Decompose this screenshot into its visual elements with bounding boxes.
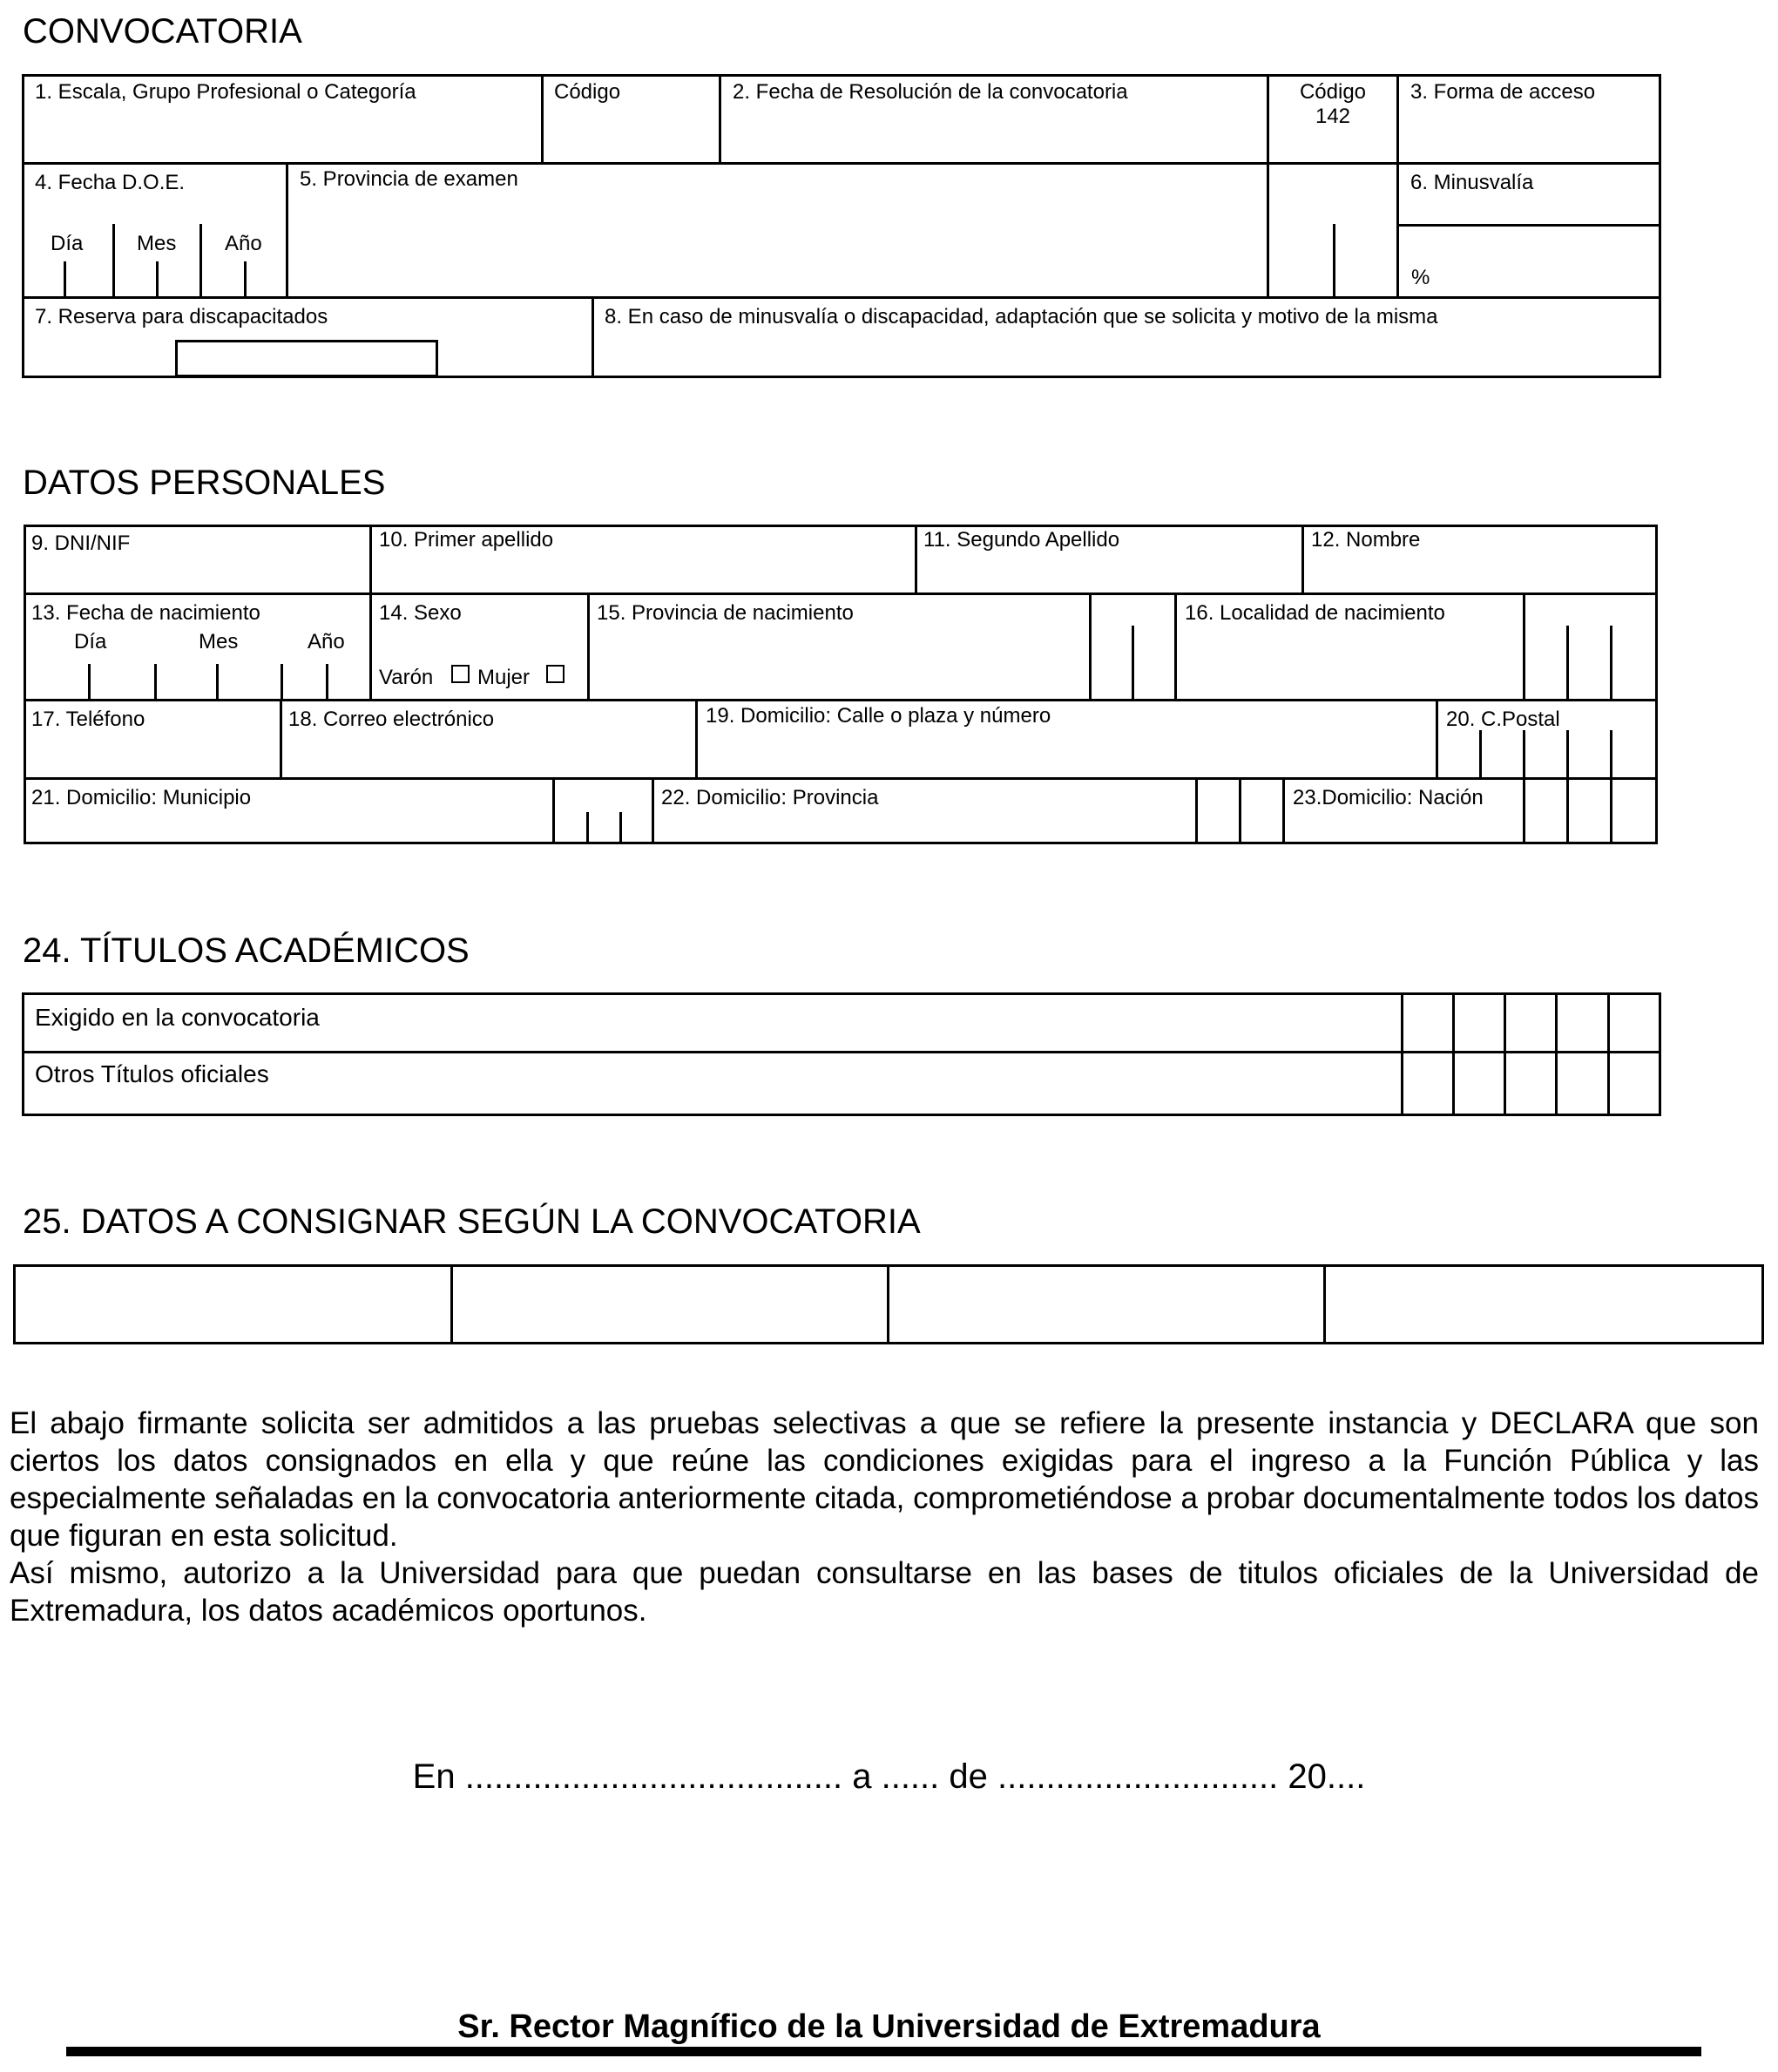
date-label-dia: Día	[51, 232, 84, 255]
date-label-anio: Año	[308, 630, 345, 653]
col-divider	[1401, 992, 1403, 1116]
field-label-reserva: 7. Reserva para discapacitados	[35, 305, 328, 328]
digit-tick	[1555, 992, 1558, 1116]
col-divider	[695, 699, 698, 779]
field-label-nombre: 12. Nombre	[1311, 528, 1421, 552]
digit-tick	[216, 664, 219, 701]
section-title-titulos: 24. TÍTULOS ACADÉMICOS	[23, 931, 470, 970]
codigo-value: 142	[1315, 105, 1351, 128]
col-divider	[1174, 592, 1177, 701]
col-divider	[369, 592, 372, 701]
field-label-domicilio-provincia: 22. Domicilio: Provincia	[661, 786, 879, 809]
field-label-municipio: 21. Domicilio: Municipio	[31, 786, 252, 809]
col-divider	[1282, 777, 1285, 844]
field-label-fecha-doe: 4. Fecha D.O.E.	[35, 171, 186, 194]
col-divider	[1195, 777, 1198, 844]
field-label-codigo-postal: 20. C.Postal	[1446, 708, 1560, 731]
field-label-dni: 9. DNI/NIF	[31, 532, 131, 555]
digit-tick	[1452, 992, 1455, 1116]
field-label-segundo-apellido: 11. Segundo Apellido	[923, 528, 1120, 552]
declaracion-paragraph-1: El abajo firmante solicita ser admitidos a las pruebas selectivas a que se refiere la presente instancia y DECLARA que son ciertos los datos consignados en ella y que reúne las condiciones exigidas para el ingreso a la Función Pública y las especialmente señaladas en la convocatoria anteriormente citada, comprometiéndose a probar documentalmente todos los datos que figuran en esta solicitud.	[10, 1406, 1759, 1553]
field-label-sexo: 14. Sexo	[379, 601, 462, 625]
mujer-checkbox[interactable]	[546, 665, 564, 683]
field-label-localidad-nacimiento: 16. Localidad de nacimiento	[1185, 601, 1445, 625]
varon-checkbox[interactable]	[451, 665, 470, 683]
date-label-mes: Mes	[199, 630, 239, 653]
digit-tick	[326, 664, 328, 701]
field-label-adaptacion: 8. En caso de minusvalía o discapacidad, adaptación que se solicita y motivo de la misma	[605, 305, 1438, 328]
date-label-dia: Día	[74, 630, 107, 653]
field-label-domicilio-calle: 19. Domicilio: Calle o plaza y número	[706, 704, 1051, 728]
col-divider	[369, 525, 372, 594]
footer-rule	[66, 2047, 1701, 2056]
field-label-minusvalia: 6. Minusvalía	[1410, 171, 1534, 194]
digit-tick	[1566, 730, 1569, 779]
section-title-datos-personales: DATOS PERSONALES	[23, 464, 386, 502]
declaracion-paragraph-2: Así mismo, autorizo a la Universidad para que puedan consultarse en las bases de titulos oficiales de la Universidad de Extremadura, los datos académicos oportunos.	[10, 1556, 1759, 1628]
field-label-forma-acceso: 3. Forma de acceso	[1410, 80, 1596, 104]
digit-tick	[64, 261, 66, 297]
row-divider	[22, 162, 1661, 165]
col-divider	[652, 777, 654, 844]
section-title-datos-consignar: 25. DATOS A CONSIGNAR SEGÚN LA CONVOCATORIA	[23, 1202, 921, 1241]
col-divider	[1323, 1264, 1326, 1344]
field-label-fecha-nacimiento: 13. Fecha de nacimiento	[31, 601, 260, 625]
col-divider	[1523, 777, 1525, 844]
field-label-escala: 1. Escala, Grupo Profesional o Categoría	[35, 80, 416, 104]
titulo-exigido-label: Exigido en la convocatoria	[35, 1004, 320, 1031]
sexo-option-mujer: Mujer	[477, 666, 531, 689]
col-divider	[1523, 592, 1525, 701]
field-label-codigo-2: Código	[1299, 80, 1367, 104]
col-divider	[719, 74, 721, 163]
col-divider	[1566, 777, 1569, 844]
field-label-codigo: Código	[554, 80, 621, 104]
col-divider	[450, 1264, 453, 1344]
date-label-mes: Mes	[137, 232, 177, 255]
col-divider	[1396, 74, 1399, 297]
sexo-option-varon: Varón	[379, 666, 434, 689]
digit-tick	[1610, 626, 1612, 701]
digit-tick	[156, 261, 159, 297]
field-label-telefono: 17. Teléfono	[31, 708, 145, 731]
declaracion-text	[10, 1405, 1759, 1629]
digit-tick	[244, 261, 247, 297]
digit-tick	[1132, 626, 1134, 701]
digit-tick	[619, 812, 622, 844]
date-label-anio: Año	[225, 232, 262, 255]
row-divider	[22, 296, 1661, 299]
field-label-provincia-nacimiento: 15. Provincia de nacimiento	[597, 601, 854, 625]
col-divider	[887, 1264, 889, 1344]
row-divider	[24, 699, 1658, 701]
row-divider	[1398, 224, 1661, 227]
field-label-fecha-resolucion: 2. Fecha de Resolución de la convocatoria	[733, 80, 1128, 104]
col-divider	[1089, 592, 1092, 701]
digit-tick	[1504, 992, 1506, 1116]
col-divider	[280, 699, 282, 779]
section-title-convocatoria: CONVOCATORIA	[23, 12, 302, 51]
col-divider	[1301, 525, 1304, 594]
col-divider	[587, 592, 590, 701]
col-divider	[1239, 777, 1241, 844]
digit-tick	[1523, 730, 1525, 779]
reserva-checkbox[interactable]	[175, 340, 438, 377]
col-divider	[1610, 777, 1612, 844]
col-divider	[286, 162, 288, 297]
digit-tick	[1566, 626, 1569, 701]
col-divider	[552, 777, 555, 844]
percent-sign: %	[1411, 266, 1430, 289]
digit-tick	[1607, 992, 1610, 1116]
col-divider	[541, 74, 544, 163]
destinatario: Sr. Rector Magnífico de la Universidad de Extremadura	[457, 2008, 1321, 2045]
lugar-fecha-line: En ....................................... a ...... de ............................. 20....	[412, 1757, 1366, 1796]
digit-tick	[1479, 730, 1482, 779]
digit-tick	[281, 664, 283, 701]
field-label-provincia-examen: 5. Provincia de examen	[300, 167, 518, 191]
field-label-nacion: 23.Domicilio: Nación	[1293, 786, 1484, 809]
titulo-otros-label: Otros Títulos oficiales	[35, 1060, 269, 1087]
row-divider	[24, 777, 1658, 780]
digit-tick	[1333, 224, 1335, 297]
row-divider	[24, 592, 1658, 595]
digit-tick	[199, 224, 202, 297]
digit-tick	[154, 664, 157, 701]
digit-tick	[1610, 730, 1612, 779]
col-divider	[915, 525, 917, 594]
digit-tick	[112, 224, 115, 297]
digit-tick	[586, 812, 589, 844]
field-label-correo: 18. Correo electrónico	[288, 708, 495, 731]
row-divider	[22, 1051, 1661, 1053]
col-divider	[592, 296, 594, 378]
field-label-primer-apellido: 10. Primer apellido	[379, 528, 554, 552]
col-divider	[1436, 699, 1438, 779]
digit-tick	[88, 664, 91, 701]
